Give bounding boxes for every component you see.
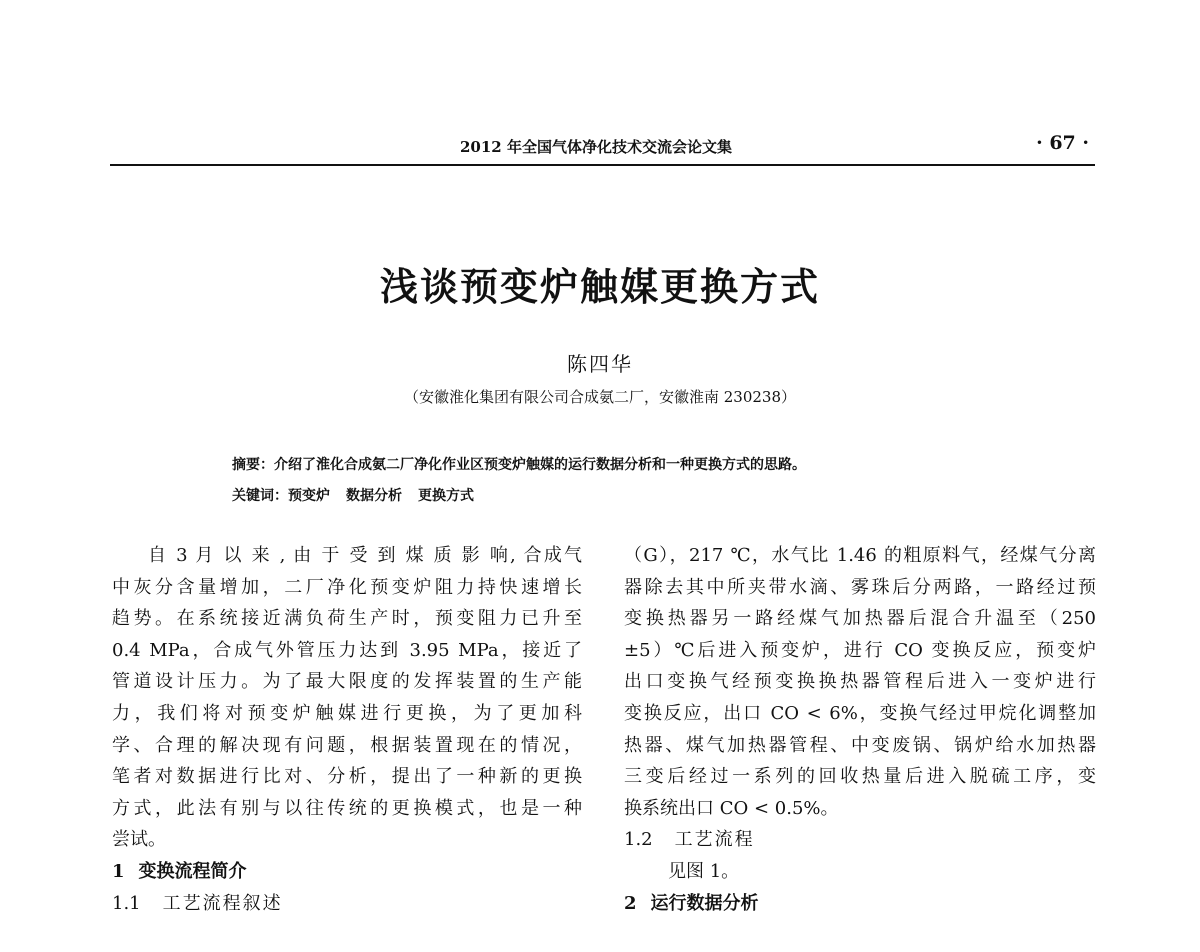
subsection-number: 1.2 (624, 829, 653, 851)
section-heading (112, 856, 582, 888)
page-number: · 67 · (1036, 132, 1089, 154)
paragraph-line: 0.4 MPa，合成气外管压力达到 3.95 MPa，接近了 (112, 639, 582, 661)
paragraph-line: 器除去其中所夹带水滴、雾珠后分两路，一路经过预 (624, 576, 1096, 598)
keyword: 数据分析 (346, 488, 402, 504)
paragraph-line: 方式，此法有别与以往传统的更换模式，也是一种 (112, 797, 582, 819)
subsection-heading (624, 824, 1096, 856)
keyword: 预变炉 (288, 488, 330, 504)
author-affiliation: （安徽淮化集团有限公司合成氨二厂，安徽淮南 230238） (403, 388, 797, 406)
paragraph-line: 换系统出口 CO < 0.5%。 (624, 797, 839, 819)
right-column (624, 540, 1096, 919)
subsection-title: 工艺流程叙述 (162, 892, 283, 914)
paragraph-line: 尝试。 (112, 829, 166, 851)
paragraph-line: 三变后经过一系列的回收热量后进入脱硫工序，变 (624, 766, 1096, 788)
section-title: 变换流程简介 (138, 860, 247, 882)
keywords (232, 485, 490, 505)
abstract: 摘要：介绍了淮化合成氨二厂净化作业区预变炉触媒的运行数据分析和一种更换方式的思路。 (232, 457, 806, 473)
paragraph-line: ±5）℃后进入预变炉，进行 CO 变换反应，预变炉 (624, 639, 1096, 661)
paragraph-line: 学、合理的解决现有问题，根据装置现在的情况， (112, 734, 582, 756)
subsection-title: 工艺流程 (674, 829, 755, 851)
section-number: 2 (624, 892, 637, 914)
author-name: 陈四华 (567, 352, 633, 376)
section-number: 1 (112, 860, 125, 882)
paragraph-line: 变换反应，出口 CO < 6%，变换气经过甲烷化调整加 (624, 702, 1096, 724)
subsection-number: 1.1 (112, 892, 141, 914)
journal-title: 2012 年全国气体净化技术交流会论文集 (460, 138, 732, 156)
section-title: 运行数据分析 (650, 892, 759, 914)
paragraph-line: 热器、煤气加热器管程、中变废锅、锅炉给水加热器 (624, 734, 1096, 756)
left-column (112, 540, 582, 919)
keyword: 更换方式 (418, 488, 474, 504)
paragraph-line: 力，我们将对预变炉触媒进行更换，为了更加科 (112, 702, 582, 724)
paragraph-line: （G），217 ℃，水气比 1.46 的粗原料气，经煤气分离 (624, 545, 1096, 566)
article-title: 浅谈预变炉触媒更换方式 (379, 265, 820, 309)
keywords-label: 关键词： (232, 488, 288, 504)
paragraph-line: 自 3 月 以 来 , 由 于 受 到 煤 质 影 响, 合成气 (148, 545, 582, 566)
paragraph-line: 趋势。在系统接近满负荷生产时，预变阻力已升至 (112, 608, 582, 630)
paragraph-line: 中灰分含量增加，二厂净化预变炉阻力持快速增长 (112, 576, 582, 598)
paragraph-line: 笔者对数据进行比对、分析，提出了一种新的更换 (112, 766, 582, 788)
subsection-heading (112, 888, 582, 920)
paragraph-line: 管道设计压力。为了最大限度的发挥装置的生产能 (112, 671, 582, 693)
paragraph-line: 出口变换气经预变换换热器管程后进入一变炉进行 (624, 671, 1096, 693)
running-header (110, 128, 1095, 166)
paragraph-line: 变换热器另一路经煤气加热器后混合升温至（250 (624, 608, 1096, 630)
figure-reference: 见图 1。 (668, 860, 740, 882)
section-heading (624, 888, 1096, 920)
